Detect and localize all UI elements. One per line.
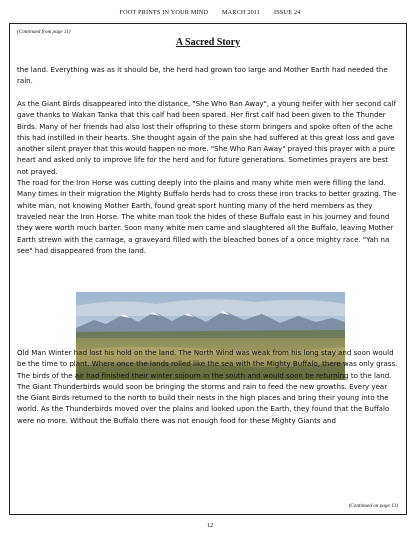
continued-from-note: (Continued from page 11) [17,29,71,35]
continued-on-note: (Continued on page 13) [348,503,398,509]
article-title: A Sacred Story [175,37,241,48]
paragraph-1: the land. Everything was as it should be, the herd had grown too large and Mother Earth had needed the rain. [17,65,388,86]
paragraph-2: As the Giant Birds disappeared into the distance, "She Who Ran Away", a young heifer with her second calf gave thanks to Wakan Tanka that this calf had been spared. Her first calf had been given to the Thunder Birds. Many of her friends had also lost their offspring to these storm bringers and spoke often of the ache this had instilled in their hearts. She thought again of the pain she had suffered at this great loss and gave another silent prayer that this would happen no more. "She Who Ran Away" prayed this prayer with a pure heart and asked only to improve life for the herd and for future generations. Sometimes prayers are best not prayed. The road for the Iron Horse was cutting deeply into the plains and many white men were filling the land. Many times in their migration the Mighty Buffalo herds had to cross these iron tracks to better grazing. The white man, not knowing Mother Earth, found great sport hunting many of the herd members as they traveled near the Iron Horse. The white man took the hides of these Buffalo east in his journey and found they were worth much barter. Soon many white men came and slaughtered all the Buffalo, leaving Mother Earth strewn with the carnage, a graveyard filled with the bleached bones of a once mighty race. "Yah na see" had disappeared from the land. [17,99,397,255]
paragraph-3: Old Man Winter had lost his hold on the land. The North Wind was weak from his long stay and soon would be the time to plant. Where once the lands rolled like the sea with the Mighty Buffalo, there was only grass. The birds of the air had finished their winter sojourn in the south and would soon be returning to the land. The Giant Thunderbirds would soon be bringing the storms and rain to feed the new growths. Every year the Giant Birds returned to the north to build their nests in the high places and bring their young into the world. As the Thunderbirds moved over the plains and looked upon the Earth, they found that the Buffalo were no more. Without the Buffalo there was not enough food for these Mighty Giants and [17,348,398,425]
issue-number: ISSUE 24 [274,9,301,16]
page-number: 12 [206,522,214,529]
issue-date: MARCH 2011 [221,9,261,16]
article-frame [9,23,407,515]
page-header [0,9,420,16]
publication-name: FOOT PRINTS IN YOUR MIND [119,9,209,16]
